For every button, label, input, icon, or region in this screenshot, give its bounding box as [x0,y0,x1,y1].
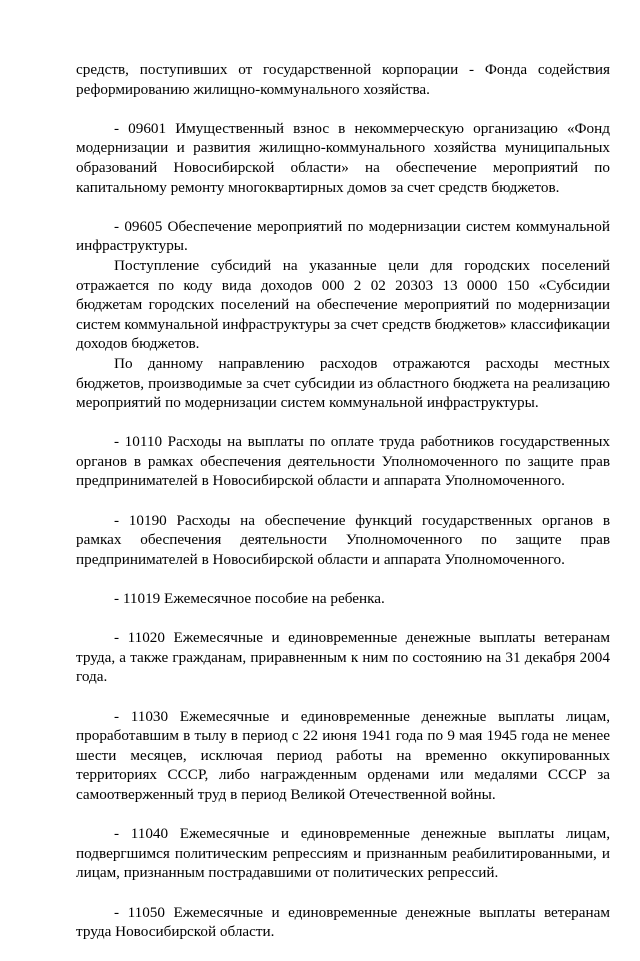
paragraph-09605-expenses: По данному направлению расходов отражаются расходы местных бюджетов, производимые за счет субсидии из областного бюджета на реализацию мероприятий по модернизации систем коммунальной инфраструктуры. [76,354,610,412]
paragraph-09601: - 09601 Имущественный взнос в некоммерческую организацию «Фонд модернизации и развития жилищно-коммунального хозяйства муниципальных образований Новосибирской области» на обеспечение мероприятий по капитальному ремонту многоквартирных домов за счет средств бюджетов. [76,119,610,196]
paragraph-11050: - 11050 Ежемесячные и единовременные денежные выплаты ветеранам труда Новосибирской области. [76,903,610,941]
paragraph-09605: - 09605 Обеспечение мероприятий по модернизации систем коммунальной инфраструктуры. [76,217,610,255]
paragraph-10110: - 10110 Расходы на выплаты по оплате труда работников государственных органов в рамках обеспечения деятельности Уполномоченного по защите прав предпринимателей в Новосибирской области и аппарата Уполномоченного. [76,433,610,490]
paragraph-fund-continuation: средств, поступивших от государственной корпорации - Фонда содействия реформированию жилищно-коммунального хозяйства. [76,61,610,98]
document-page [76,60,610,961]
paragraph-09605-subsidies: Поступление субсидий на указанные цели для городских поселений отражается по коду вида доходов 000 2 02 20303 13 0000 150 «Субсидии бюджетам городских поселений на обеспечение мероприятий по модернизации систем коммунальной инфраструктуры за счет средств бюджетов» классификации доходов бюджетов. [76,256,610,353]
paragraph-11019: - 11019 Ежемесячное пособие на ребенка. [114,590,385,608]
paragraph-11030: - 11030 Ежемесячные и единовременные денежные выплаты лицам, проработавшим в тылу в период с 22 июня 1941 года по 9 мая 1945 года не менее шести месяцев, исключая период работы на временно оккупированных территориях СССР, либо награжденным орденами или медалями СССР за самоотверженный труд в период Великой Отечественной войны. [76,707,610,803]
paragraph-11020: - 11020 Ежемесячные и единовременные денежные выплаты ветеранам труда, а также гражданам, приравненным к ним по состоянию на 31 декабря 2004 года. [76,629,610,686]
paragraph-11040: - 11040 Ежемесячные и единовременные денежные выплаты лицам, подвергшимся политическим репрессиям и признанным реабилитированными, и лицам, признанным пострадавшими от политических репрессий. [76,825,610,882]
paragraph-10190: - 10190 Расходы на обеспечение функций государственных органов в рамках обеспечения деятельности Уполномоченного по защите прав предпринимателей в Новосибирской области и аппарата Уполномоченного. [76,511,610,568]
